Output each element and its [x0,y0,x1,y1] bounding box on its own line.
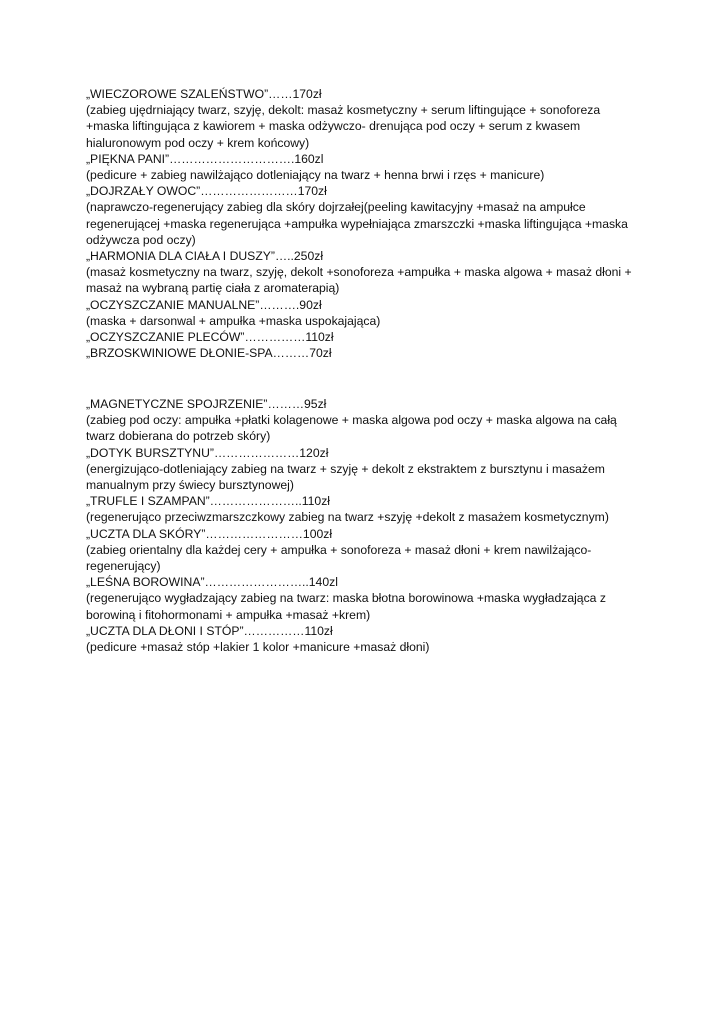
treatment-description: (pedicure + zabieg nawilżająco dotleniający na twarz + henna brwi i rzęs + manicure) [86,168,545,183]
treatment-title: „DOTYK BURSZTYNU”…………………120zł [86,445,329,460]
treatment-list-section-2 [86,396,646,655]
treatment-description: (zabieg pod oczy: ampułka +płatki kolagenowe + maska algowa pod oczy + maska algowa na całą twarz dobierana do potrzeb skóry) [86,413,617,444]
treatment-description: (regenerująco przeciwzmarszczkowy zabieg na twarz +szyję +dekolt z masażem kosmetycznym) [86,510,609,525]
treatment-title: „OCZYSZCZANIE PLECÓW”……………110zł [86,330,334,345]
treatment-title: „HARMONIA DLA CIAŁA I DUSZY”…..250zł [86,249,324,264]
treatment-description: (naprawczo-regenerujący zabieg dla skóry dojrzałej(peeling kawitacyjny +masaż na ampułce regenerującej +maska regenerująca +ampułka wypełniająca zmarszczki +maska liftingująca +maska odżywcza pod oczy) [86,200,628,247]
treatment-description: (zabieg ujędrniający twarz, szyję, dekolt: masaż kosmetyczny + serum liftingujące + sonoforeza +maska liftingująca z kawiorem + maska odżywczo- drenująca pod oczy + serum z kwasem hialuronowym pod oczy + krem końcowy) [86,103,601,150]
treatment-title: „DOJRZAŁY OWOC”……………………170zł [86,184,327,199]
treatment-title: „PIĘKNA PANI”………………………….160zl [86,151,324,166]
treatment-list-section-1 [86,86,646,361]
treatment-title: „MAGNETYCZNE SPOJRZENIE”………95zł [86,397,327,411]
treatment-description: (zabieg orientalny dla każdej cery + ampułka + sonoforeza + masaż dłoni + krem nawilżająco-regenerujący) [86,542,592,574]
treatment-title: „OCZYSZCZANIE MANUALNE”……….90zł [86,297,322,312]
treatment-description: (masaż kosmetyczny na twarz, szyję, dekolt +sonoforeza +ampułka + maska algowa + masaż dłoni + masaż na wybraną partię ciała z aromaterapią) [86,265,632,296]
treatment-description: (energizująco-dotleniający zabieg na twarz + szyję + dekolt z ekstraktem z bursztynu i masażem manualnym przy świecy bursztynowej) [86,461,605,493]
treatment-description: (maska + darsonwal + ampułka +maska uspokajająca) [86,313,381,328]
treatment-title: „LEŚNA BOROWINA”……………………..140zl [86,575,338,590]
treatment-title: „WIECZOROWE SZALEŃSTWO”……170zł [86,87,322,101]
treatment-description: (regenerująco wygładzający zabieg na twarz: maska błotna borowinowa +maska wygładzająca z borowiną i fitohormonami + ampułka +masaż +krem) [86,591,606,622]
treatment-title: „UCZTA DLA SKÓRY”……………………100zł [86,526,333,541]
treatment-description: (pedicure +masaż stóp +lakier 1 kolor +manicure +masaż dłoni) [86,640,430,655]
treatment-title: „UCZTA DLA DŁONI I STÓP”……………110zł [86,623,333,638]
treatment-title: „TRUFLE I SZAMPAN”…………………..110zł [86,494,330,509]
treatment-title: „BRZOSKWINIOWE DŁONIE-SPA………70zł [86,346,332,361]
